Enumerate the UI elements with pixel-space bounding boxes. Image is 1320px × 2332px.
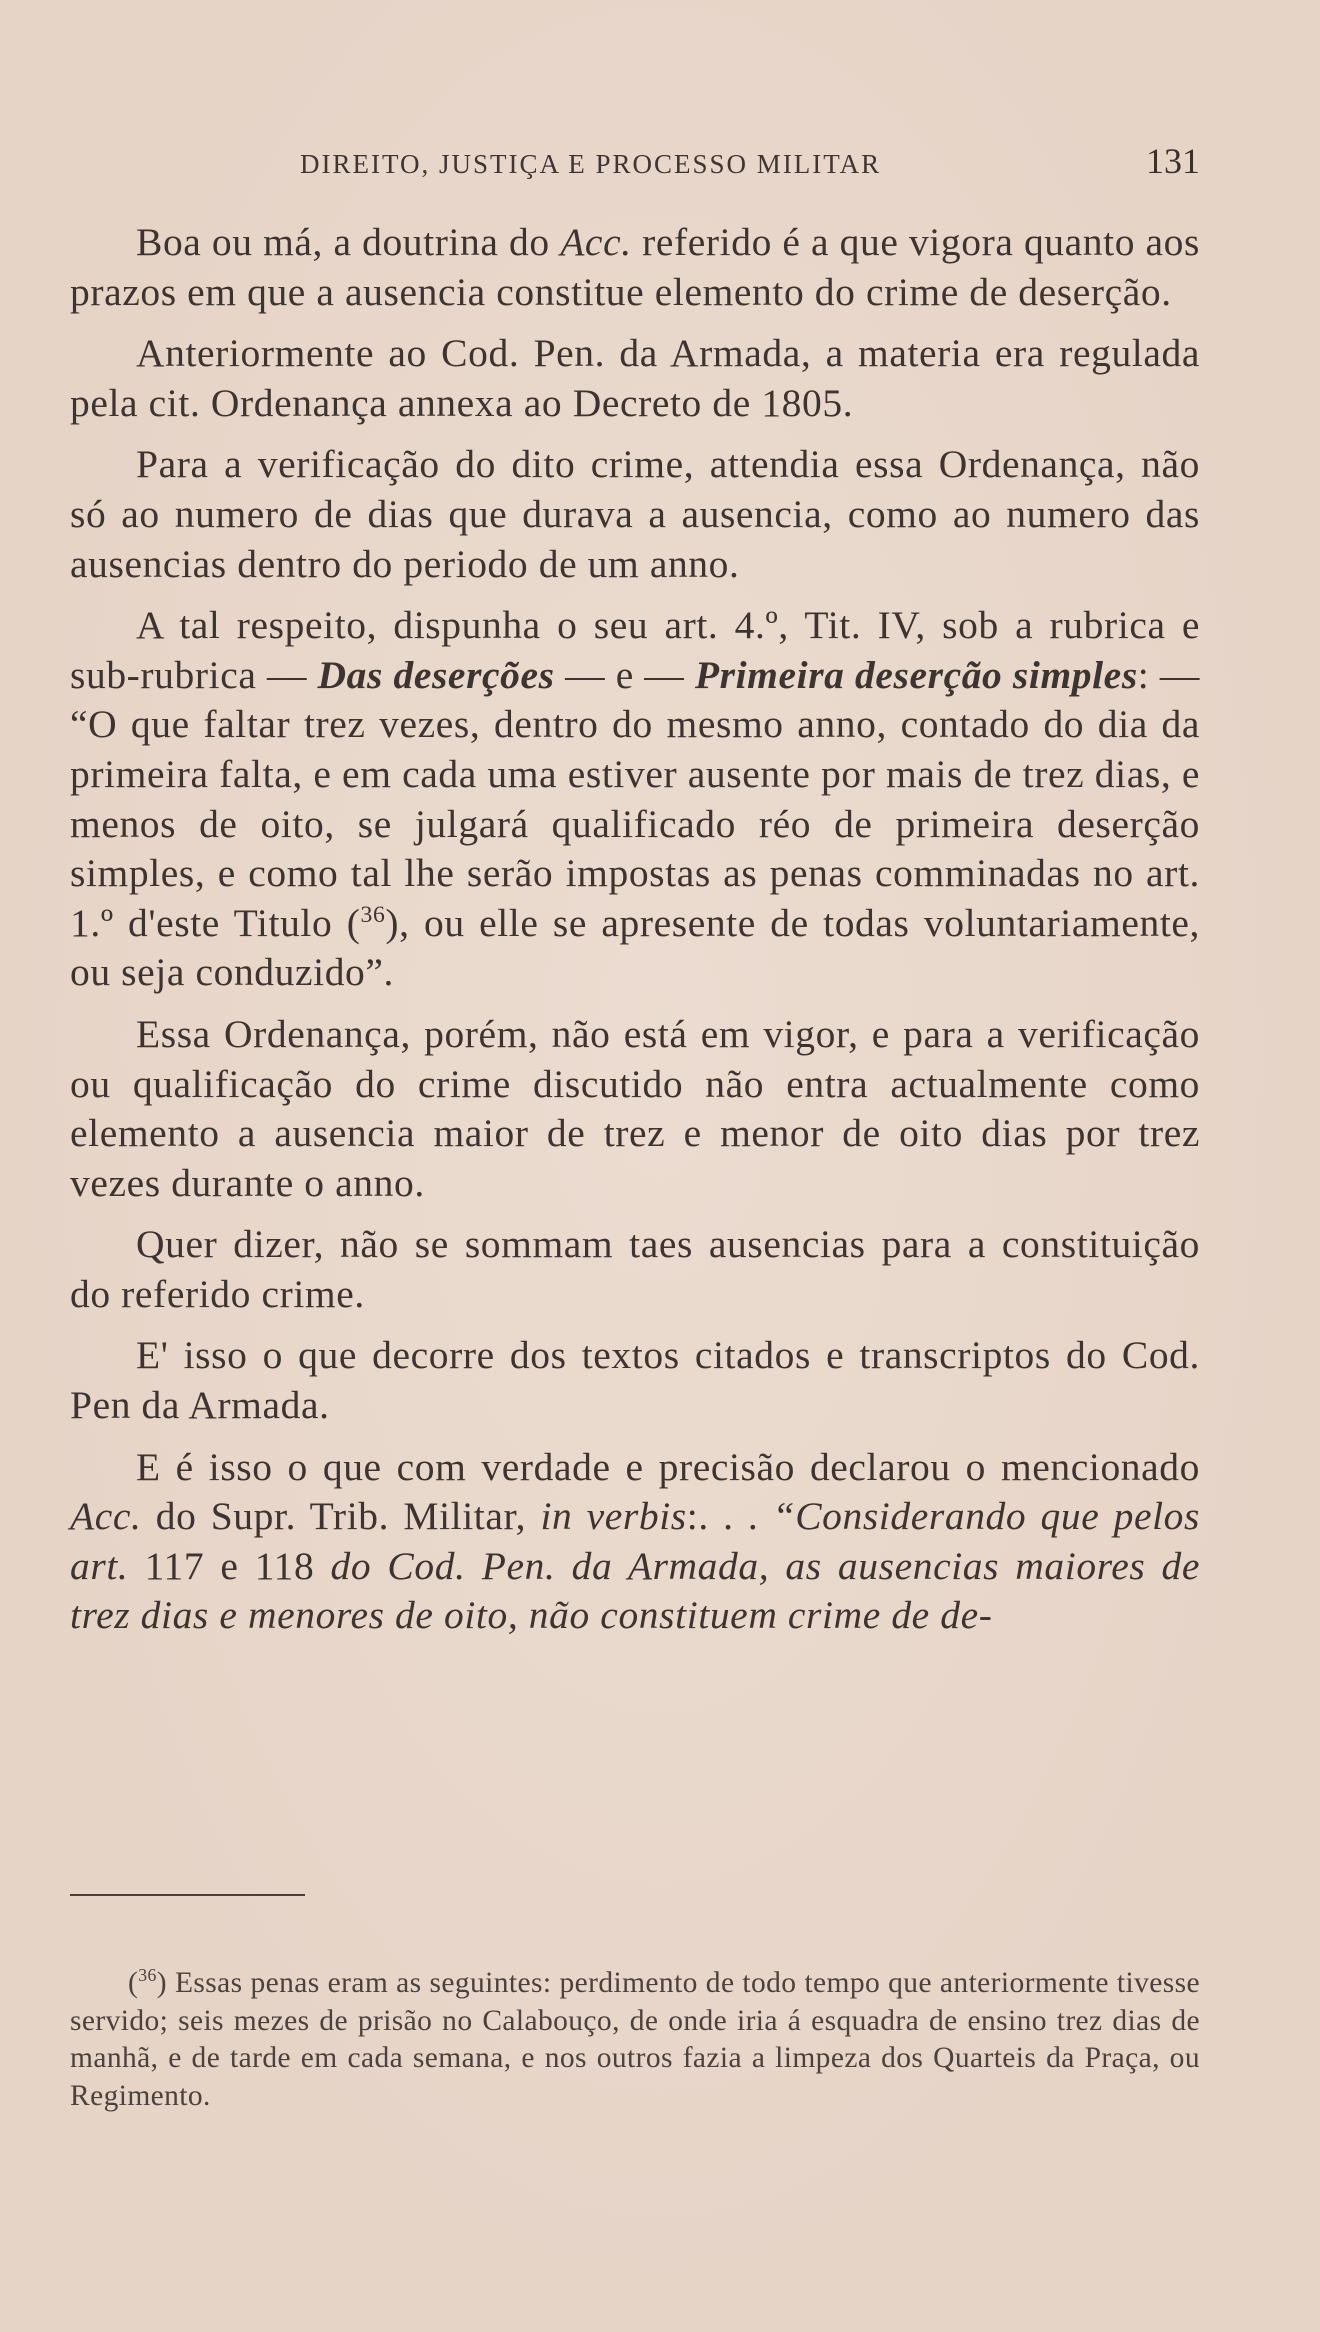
paragraph-8: E é isso o que com verdade e precisão declarou o mencionado Acc. do Supr. Trib. Militar, in verbis:. . . “Considerando que pelos art. 117 e 118 do Cod. Pen. da Armada, as ausencias maiores de trez dias e menores de oito, não constituem crime de de- bbox=[70, 1444, 1201, 1638]
paragraph-3: Para a verificação do dito crime, attendia essa Ordenança, não só ao numero de dias que durava a ausencia, como ao numero das ausencias dentro do periodo de um anno. bbox=[70, 442, 1200, 586]
paragraph-4: A tal respeito, dispunha o seu art. 4.º, Tit. IV, sob a rubrica e sub-rubrica — Das deserções — e — Primeira deserção simples: — “O que faltar trez vezes, dentro do mesmo anno, contado do dia da primeira falta, e em cada uma estiver ausente por mais de trez dias, e menos de oito, se julgará qualificado réo de primeira deserção simples, e como tal lhe serão impostas as penas comminadas no art. 1.º d'este Titulo ($^{36}$), ou elle se apresente de todas voluntariamente, ou seja conduzido”. bbox=[70, 603, 1200, 995]
page-number: 131 bbox=[1146, 141, 1200, 181]
paragraph-2: Anteriormente ao Cod. Pen. da Armada, a materia era regulada pela cit. Ordenança annexa ao Decreto de 1805. bbox=[70, 331, 1200, 425]
running-header bbox=[300, 140, 1200, 184]
footnote-ref: 36 bbox=[360, 901, 386, 928]
paragraph-6: Quer dizer, não se sommam taes ausencias para a constituição do referido crime. bbox=[70, 1222, 1200, 1316]
running-title: DIREITO, JUSTIÇA E PROCESSO MILITAR bbox=[300, 149, 882, 179]
footnote: ($^{36}$) Essas penas eram as seguintes: perdimento de todo tempo que anteriormente tivesse servido; seis mezes de prisão no Calabouço, de onde iria á esquadra de ensino trez dias de manhã, e de tarde em cada semana, e nos outros fazia a limpeza dos Quarteis da Praça, ou Regimento. bbox=[70, 1965, 1200, 2112]
paragraph-7: E' isso o que decorre dos textos citados e transcriptos do Cod. Pen da Armada. bbox=[70, 1333, 1200, 1428]
paragraph-1: Boa ou má, a doutrina do Acc. referido é a que vigora quanto aos prazos em que a ausencia constitue elemento do crime de deserção. bbox=[70, 220, 1200, 314]
footnote-mark: 36 bbox=[138, 1965, 157, 1986]
footnote-text: Essas penas eram as seguintes: perdimento de todo tempo que anteriormente tivesse servido; seis mezes de prisão no Calabouço, de onde iria á esquadra de ensino trez dias de manhã, e de tarde em cada semana, e nos outros fazia a limpeza dos Quarteis da Praça, ou Regimento. bbox=[70, 1967, 1200, 2112]
footnote-divider bbox=[70, 1894, 305, 1896]
main-text bbox=[70, 218, 1200, 1653]
paragraph-5: Essa Ordenança, porém, não está em vigor, e para a verificação ou qualificação do crime discutido não entra actualmente como elemento a ausencia maior de trez e menor de oito dias por trez vezes durante o anno. bbox=[70, 1011, 1200, 1205]
